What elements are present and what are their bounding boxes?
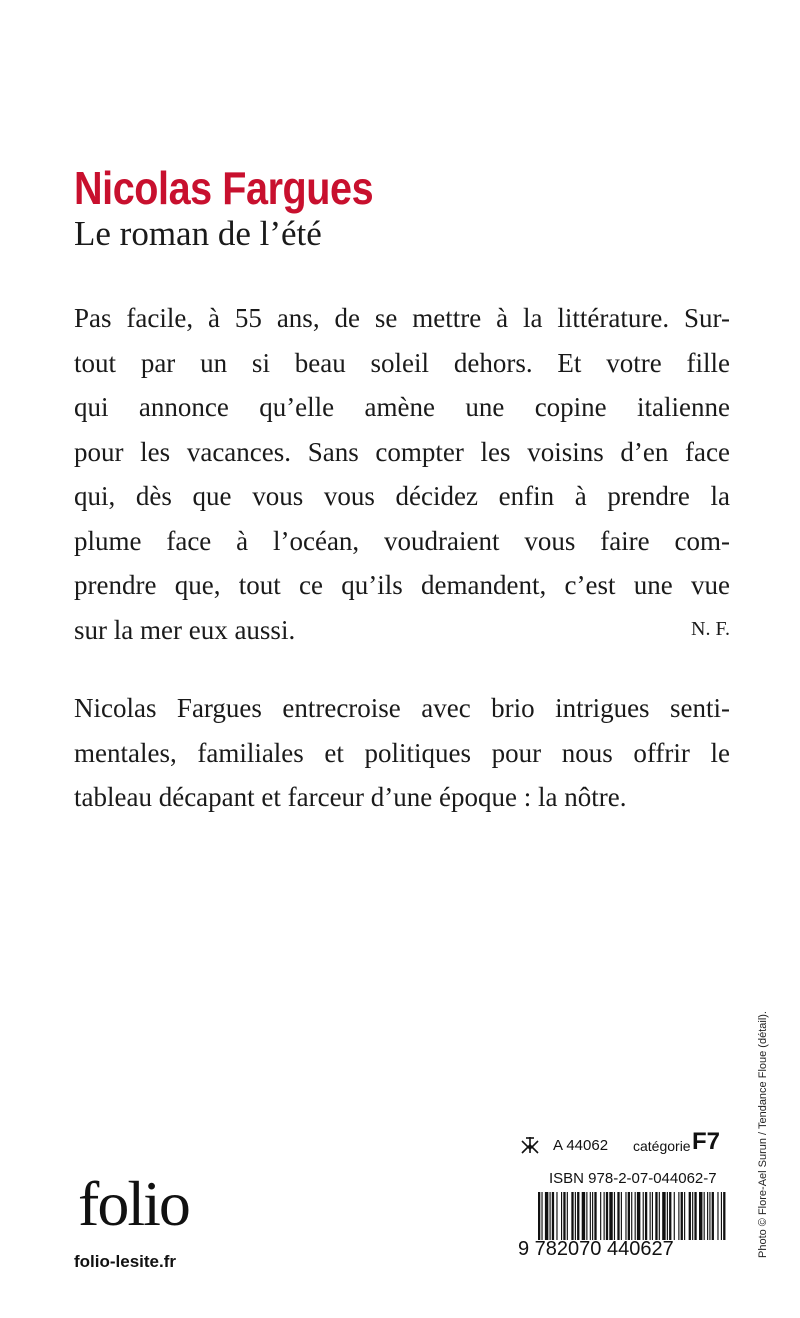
publisher-website[interactable]: folio-lesite.fr	[74, 1252, 177, 1271]
book-title: Le roman de l’été	[74, 214, 322, 253]
pitch-paragraph	[74, 296, 730, 652]
folio-logo: folio	[78, 1168, 189, 1239]
gallimard-logo-icon	[519, 1134, 541, 1156]
pitch-line: tout par un si beau soleil dehors. Et votre fille	[74, 347, 730, 378]
isbn: ISBN 978-2-07-044062-7	[549, 1170, 717, 1187]
category-label: catégorie	[633, 1138, 691, 1154]
author-initials: N. F.	[691, 618, 730, 640]
category-code: F7	[692, 1128, 721, 1155]
pitch-line: qui annonce qu’elle amène une copine italienne	[74, 392, 730, 422]
reference-code: A 44062	[553, 1137, 609, 1154]
blurb-line: tableau décapant et farceur d’une époque : la nôtre.	[74, 782, 627, 812]
pitch-line: prendre que, tout ce qu’ils demandent, c’est une vue	[74, 570, 730, 600]
author-name: Nicolas Fargues	[74, 162, 374, 214]
pitch-line: Pas facile, à 55 ans, de se mettre à la littérature. Sur-	[74, 303, 730, 333]
blurb-line: mentales, familiales et politiques pour nous offrir le	[74, 737, 730, 768]
pitch-line: qui, dès que vous vous décidez enfin à prendre la	[74, 481, 730, 511]
blurb-line: Nicolas Fargues entrecroise avec brio intrigues senti-	[74, 693, 730, 723]
barcode-number: 9 782070 440627	[518, 1238, 674, 1260]
pitch-line: sur la mer eux aussi.	[74, 614, 296, 645]
blurb-paragraph	[74, 686, 730, 820]
pitch-line: plume face à l’océan, voudraient vous faire com-	[74, 525, 730, 556]
pitch-line: pour les vacances. Sans compter les voisins d’en face	[74, 436, 730, 467]
photo-credit: Photo © Flore-Ael Surun / Tendance Floue (détail).	[757, 1011, 769, 1258]
